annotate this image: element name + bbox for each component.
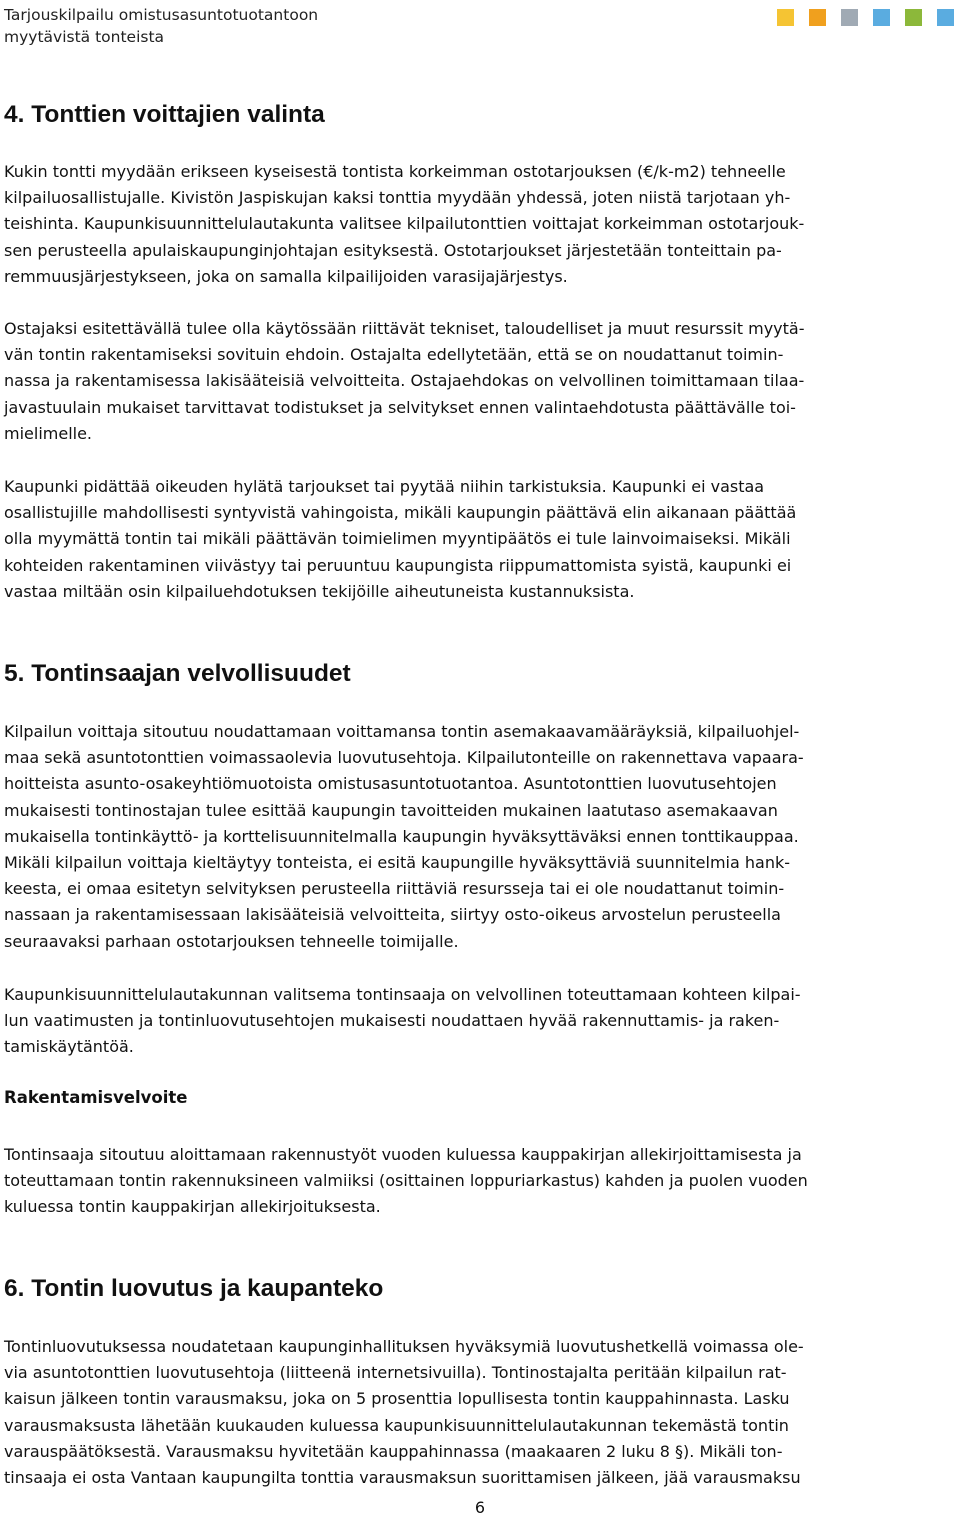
- text-line: vän tontin rakentamiseksi sovituin ehdoin. Ostajalta edellytetään, että se on noudattanut toimin-: [4, 345, 784, 365]
- section-5-paragraph-1: [4, 719, 956, 955]
- text-line: kohteiden rakentaminen viivästyy tai peruuntuu kaupungista riippumattomista syistä, kaupunki ei: [4, 555, 792, 575]
- text-line: mukaisella tontinkäyttö- ja korttelisuunnitelmalla kaupungin hyväksyttäväksi ennen tonttikauppaa.: [4, 826, 799, 846]
- logo-square-2: [809, 9, 826, 26]
- section-6-heading: 6. Tontin luovutus ja kaupanteko: [4, 1275, 384, 1302]
- text-line: varausmaksusta lähetään kuukauden kuluessa kaupunkisuunnittelulautakunnan tekemästä tontin: [4, 1415, 789, 1435]
- section-4-paragraph-1: [4, 159, 956, 290]
- rakentamisvelvoite-subheading: Rakentamisvelvoite: [4, 1088, 188, 1107]
- text-line: Kukin tontti myydään erikseen kyseisestä tontista korkeimman ostotarjouksen (€/k-m2) tehneelle: [4, 162, 786, 181]
- text-line: Kaupunki pidättää oikeuden hylätä tarjoukset tai pyytää niihin tarkistuksia. Kaupunki ei vastaa: [4, 477, 765, 496]
- text-line: nassa ja rakentamisessa lakisääteisiä velvoitteita. Ostajaehdokas on velvollinen toimittamaan tilaa-: [4, 371, 805, 391]
- text-line: varauspäätöksestä. Varausmaksu hyvitetään kauppahinnassa (maakaaren 2 luku 8 §). Mikäli ton-: [4, 1441, 783, 1461]
- text-line: olla myymättä tontin tai mikäli päättävän toimielimen myyntipäätös ei tule lainvoimaiseksi. Mikäli: [4, 529, 791, 549]
- logo-square-5: [905, 9, 922, 26]
- section-5-paragraph-2: [4, 982, 956, 1061]
- text-line: seuraavaksi parhaan ostotarjouksen tehneelle toimijalle.: [4, 931, 459, 951]
- text-line: Tontinluovutuksessa noudatetaan kaupunginhallituksen hyväksymiä luovutushetkellä voimassa ole-: [4, 1337, 804, 1356]
- text-line: Mikäli kilpailun voittaja kieltäytyy tonteista, ei esitä kaupungille hyväksyttäviä suunnitelmia hank-: [4, 852, 790, 872]
- text-line: Kilpailun voittaja sitoutuu noudattamaan voittamansa tontin asemakaavamääräyksiä, kilpailuohjel-: [4, 722, 800, 741]
- text-line: hoitteista asunto-osakeyhtiömuotoista omistusasuntotuotantoa. Asuntotonttien luovutusehtojen: [4, 774, 777, 794]
- text-line: via asuntotonttien luovutusehtoja (liitteenä internetsivuilla). Tontinostajalta peritään kilpailun rat-: [4, 1363, 787, 1383]
- text-line: Tontinsaaja sitoutuu aloittamaan rakennustyöt vuoden kuluessa kauppakirjan allekirjoittamisesta ja: [4, 1145, 802, 1164]
- text-line: remmuusjärjestykseen, joka on samalla kilpailijoiden varasijajärjestys.: [4, 266, 568, 286]
- page-number: 6: [474, 1498, 486, 1517]
- text-line: tinsaaja ei osta Vantaan kaupungilta tonttia varausmaksun suorittamisen jälkeen, jää varausmaksu: [4, 1467, 801, 1487]
- brand-logo-squares: [777, 9, 954, 26]
- text-line: toteuttamaan tontin rakennuksineen valmiiksi (osittainen loppuriarkastus) kahden ja puolen vuoden: [4, 1171, 808, 1191]
- section-6-paragraph: [4, 1334, 956, 1491]
- text-line: keesta, ei omaa esitetyn selvityksen perusteella riittäviä resursseja tai ei ole noudattanut toimin-: [4, 879, 785, 899]
- text-line: kilpailuosallistujalle. Kivistön Jaspiskujan kaksi tonttia myydään yhdessä, joten niistä tarjotaan yh-: [4, 188, 791, 208]
- text-line: Kaupunkisuunnittelulautakunnan valitsema tontinsaaja on velvollinen toteuttamaan kohteen kilpai-: [4, 985, 801, 1004]
- section-5-heading: 5. Tontinsaajan velvollisuudet: [4, 660, 351, 687]
- logo-square-3: [841, 9, 858, 26]
- text-line: vastaa miltään osin kilpailuehdotuksen tekijöille aiheutuneista kustannuksista.: [4, 581, 635, 601]
- text-line: sen perusteella apulaiskaupunginjohtajan esityksestä. Ostotarjoukset järjestetään tonteittain pa-: [4, 240, 782, 260]
- text-line: tamiskäytäntöä.: [4, 1037, 134, 1057]
- text-line: Ostajaksi esitettävällä tulee olla käytössään riittävät tekniset, taloudelliset ja muut resurssit myytä-: [4, 319, 805, 338]
- text-line: kuluessa tontin kauppakirjan allekirjoituksesta.: [4, 1197, 381, 1217]
- header-title-line-2: myytävistä tonteista: [4, 28, 165, 46]
- logo-square-6: [937, 9, 954, 26]
- document-header: [4, 4, 424, 48]
- text-line: mielimelle.: [4, 423, 93, 443]
- section-4-heading: 4. Tonttien voittajien valinta: [4, 101, 325, 128]
- logo-square-1: [777, 9, 794, 26]
- section-4-paragraph-2: [4, 316, 956, 447]
- rakentamisvelvoite-paragraph: [4, 1142, 956, 1221]
- logo-square-4: [873, 9, 890, 26]
- text-line: kaisun jälkeen tontin varausmaksu, joka on 5 prosenttia lopullisesta tontin kauppahinnasta. Lasku: [4, 1389, 790, 1409]
- text-line: javastuulain mukaiset tarvittavat todistukset ja selvitykset ennen valintaehdotusta päättävälle toi-: [4, 397, 796, 417]
- header-title-line-1: Tarjouskilpailu omistusasuntotuotantoon: [4, 6, 319, 24]
- text-line: mukaisesti tontinostajan tulee esittää kaupungin tavoitteiden mukainen laatutaso asemakaavan: [4, 800, 778, 820]
- text-line: teishinta. Kaupunkisuunnittelulautakunta valitsee kilpailutonttien voittajat korkeimman ostotarjouk-: [4, 214, 805, 234]
- text-line: nassaan ja rakentamisessaan lakisääteisiä velvoitteita, siirtyy osto-oikeus arvostelun perusteella: [4, 905, 781, 925]
- text-line: maa sekä asuntotonttien voimassaolevia luovutusehtoja. Kilpailutonteille on rakennettava vapaara-: [4, 748, 804, 768]
- section-4-paragraph-3: [4, 474, 956, 605]
- text-line: lun vaatimusten ja tontinluovutusehtojen mukaisesti noudattaen hyvää rakennuttamis- ja raken-: [4, 1011, 780, 1031]
- text-line: osallistujille mahdollisesti syntyvistä vahingoista, mikäli kaupungin päättävä elin aikanaan päättää: [4, 503, 797, 523]
